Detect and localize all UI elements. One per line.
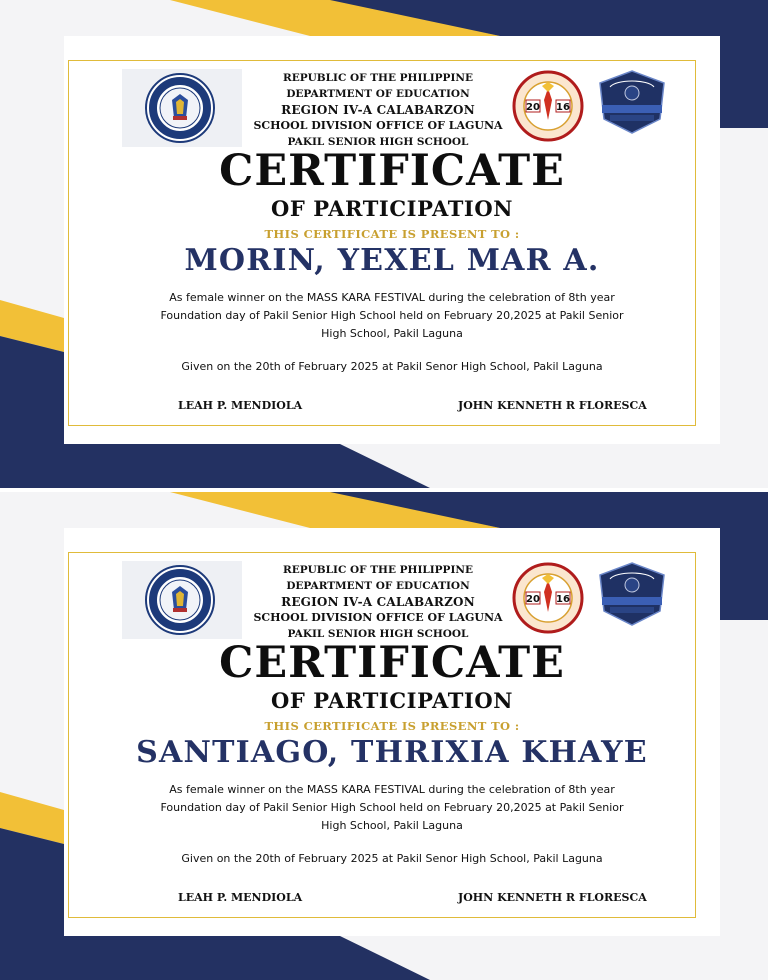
- header-school: PAKIL SENIOR HIGH SCHOOL: [287, 136, 469, 148]
- signatory-right: JOHN KENNETH R FLORESCA: [458, 891, 647, 904]
- svg-text:20: 20: [526, 102, 540, 113]
- deped-seal-icon: [122, 561, 242, 639]
- signatory-left: LEAH P. MENDIOLA: [178, 891, 303, 904]
- certificate-card: [64, 528, 720, 936]
- header-block: [244, 70, 512, 150]
- header-block: [244, 562, 512, 642]
- header-republic: REPUBLIC OF THE PHILIPPINE: [283, 564, 473, 576]
- certificate-panel-2: [0, 492, 768, 980]
- citation-line-3: High School, Pakil Laguna: [321, 327, 463, 340]
- certificate-subtitle: OF PARTICIPATION: [270, 688, 514, 713]
- header-region: REGION IV-A CALABARZON: [281, 595, 475, 609]
- certificate-subtitle: OF PARTICIPATION: [270, 196, 514, 221]
- presented-to-label: THIS CERTIFICATE IS PRESENT TO :: [264, 719, 520, 733]
- certificate-title: CERTIFICATE: [219, 146, 565, 196]
- certificate-card: [64, 36, 720, 444]
- ssg-badge-icon: [596, 561, 668, 631]
- header-division: SCHOOL DIVISION OFFICE OF LAGUNA: [253, 611, 503, 624]
- citation-text: [94, 781, 690, 835]
- citation-line-1: As female winner on the MASS KARA FESTIVAL during the celebration of 8th year: [169, 291, 615, 304]
- school-logo-icon: [512, 562, 584, 638]
- given-statement: Given on the 20th of February 2025 at Pakil Senor High School, Pakil Laguna: [181, 852, 603, 865]
- presented-to-label: THIS CERTIFICATE IS PRESENT TO :: [264, 227, 520, 241]
- deped-seal-icon: [122, 69, 242, 147]
- signatory-right: JOHN KENNETH R FLORESCA: [458, 399, 647, 412]
- certificate-panel-1: [0, 0, 768, 488]
- citation-line-1: As female winner on the MASS KARA FESTIVAL during the celebration of 8th year: [169, 783, 615, 796]
- header-department: DEPARTMENT OF EDUCATION: [286, 88, 470, 100]
- citation-line-2: Foundation day of Pakil Senior High School held on February 20,2025 at Pakil Senior: [160, 309, 624, 322]
- given-statement: Given on the 20th of February 2025 at Pakil Senor High School, Pakil Laguna: [181, 360, 603, 373]
- signatory-left: LEAH P. MENDIOLA: [178, 399, 303, 412]
- header-department: DEPARTMENT OF EDUCATION: [286, 580, 470, 592]
- svg-text:20: 20: [526, 594, 540, 605]
- header-region: REGION IV-A CALABARZON: [281, 103, 475, 117]
- header-division: SCHOOL DIVISION OFFICE OF LAGUNA: [253, 119, 503, 132]
- citation-line-2: Foundation day of Pakil Senior High School held on February 20,2025 at Pakil Senior: [160, 801, 624, 814]
- svg-text:16: 16: [556, 594, 570, 605]
- svg-text:16: 16: [556, 102, 570, 113]
- citation-line-3: High School, Pakil Laguna: [321, 819, 463, 832]
- header-school: PAKIL SENIOR HIGH SCHOOL: [287, 628, 469, 640]
- ssg-badge-icon: [596, 69, 668, 139]
- citation-text: [94, 289, 690, 343]
- recipient-name: MORIN, YEXEL MAR A.: [184, 243, 600, 278]
- school-logo-icon: [512, 70, 584, 146]
- header-republic: REPUBLIC OF THE PHILIPPINE: [283, 72, 473, 84]
- certificate-title: CERTIFICATE: [219, 638, 565, 688]
- recipient-name: SANTIAGO, THRIXIA KHAYE: [136, 735, 648, 770]
